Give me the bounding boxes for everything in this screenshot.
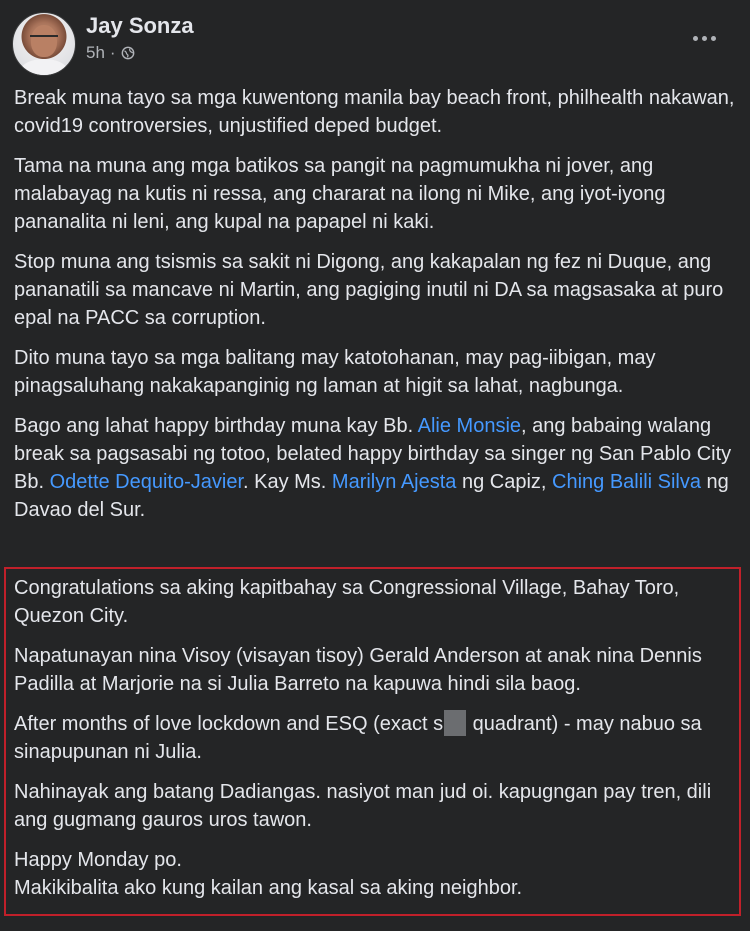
text-segment: . Kay Ms. [243, 471, 332, 493]
tagged-user-ching-balili-silva[interactable]: Ching Balili Silva [552, 471, 701, 493]
avatar-shirt [21, 59, 67, 76]
highlight-paragraph-1: Congratulations sa aking kapitbahay sa Congressional Village, Bahay Toro, Quezon City. [14, 577, 680, 627]
paragraph-1: Break muna tayo sa mga kuwentong manila bay beach front, philhealth nakawan, covid19 controversies, unjustified deped budget. [14, 87, 735, 137]
avatar-glasses [30, 35, 58, 44]
more-dot [693, 36, 698, 41]
post-body [14, 84, 736, 536]
text-line: Makikibalita ako kung kailan ang kasal sa aking neighbor. [14, 877, 523, 899]
paragraph-2: Tama na muna ang mga batikos sa pangit na pagmumukha ni jover, ang malabayag na kutis ni ressa, ang chararat na ilong ni Mike, ang iyot-iyong pananalita ni leni, ang kupal na papapel ni kaki. [14, 155, 666, 233]
globe-icon[interactable] [121, 46, 135, 60]
text-segment: , ang babaing walang break sa pagsasabi ng totoo, belated happy birthday sa singer ng San Pablo City Bb. [14, 415, 732, 493]
post-header [12, 10, 738, 76]
tagged-user-odette-dequito-javier[interactable]: Odette Dequito-Javier [49, 471, 244, 493]
paragraph-4: Dito muna tayo sa mga balitang may katotohanan, may pag-iibigan, may pinagsaluhang nakakapanginig ng laman at higit sa lahat, nagbunga. [14, 347, 656, 397]
author-name[interactable]: Jay Sonza [86, 13, 194, 38]
paragraph-3: Stop muna ang tsismis sa sakit ni Digong, ang kakapalan ng fez ni Duque, ang pananatili sa mancave ni Martin, ang pagiging inutil ni DA sa magsasaka at puro epal na PACC sa corruption. [14, 251, 724, 329]
highlight-paragraph-4: Nahinayak ang batang Dadiangas. nasiyot man jud oi. kapugngan pay tren, dili ang gugmang gauros uros tawon. [14, 781, 712, 831]
tagged-user-alie-monsie[interactable]: Alie Monsie [417, 415, 522, 437]
more-dot [702, 36, 707, 41]
tagged-user-marilyn-ajesta[interactable]: Marilyn Ajesta [331, 471, 457, 493]
highlighted-section [14, 574, 736, 914]
paragraph-5 [14, 412, 736, 524]
highlight-paragraph-3 [14, 710, 736, 766]
text-segment: After months of love lockdown and ESQ (exact s [14, 713, 444, 735]
text-segment: ng Davao del Sur. [14, 471, 729, 521]
more-dot [711, 36, 716, 41]
more-options-icon[interactable] [684, 22, 724, 54]
post-meta [86, 43, 135, 63]
highlight-paragraph-2: Napatunayan nina Visoy (visayan tisoy) Gerald Anderson at anak nina Dennis Padilla at Marjorie na si Julia Barreto na kapuwa hindi sila baog. [14, 645, 702, 695]
meta-separator: · [109, 43, 116, 62]
highlight-paragraph-5 [14, 846, 736, 902]
text-line: Happy Monday po. [14, 849, 182, 871]
avatar[interactable] [12, 12, 76, 76]
censor-block [444, 710, 466, 736]
post-timestamp[interactable]: 5h [86, 43, 105, 62]
text-segment: Bago ang lahat happy birthday muna kay Bb. [14, 415, 418, 437]
text-segment: ng Capiz, [456, 471, 553, 493]
text-segment: quadrant) - may nabuo sa sinapupunan ni Julia. [14, 713, 702, 763]
